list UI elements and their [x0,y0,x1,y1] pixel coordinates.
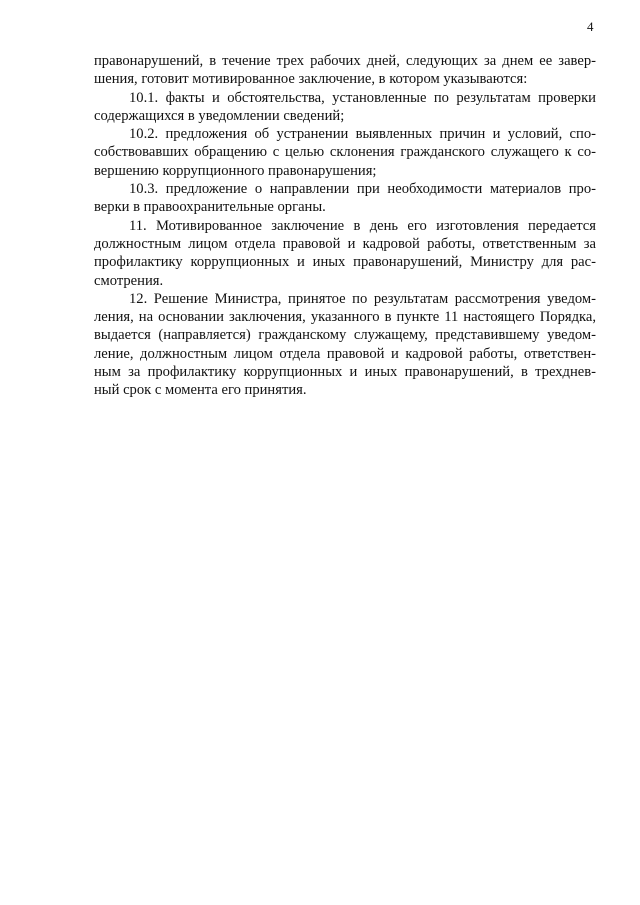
text-line: правонарушений, в течение трех рабочих дней, следующих за днем ее завер- [94,53,596,69]
text-line: содержащихся в уведомлении сведений; [94,107,345,124]
text-line: ления, на основании заключения, указанного в пункте 11 настоящего Порядка, [94,309,596,326]
text-line: должностным лицом отдела правовой и кадровой работы, ответственным за [94,235,596,252]
paragraph-10-3 [94,180,596,217]
document-body [94,52,596,400]
text-line: ление, должностным лицом отдела правовой и кадровой работы, ответствен- [94,345,596,362]
paragraph-10-2 [94,125,596,180]
text-line: 11. Мотивированное заключение в день его изготовления передается [129,217,596,234]
text-line: верки в правоохранительные органы. [94,199,326,216]
page-number: 4 [587,19,594,34]
text-line: вершению коррупционного правонарушения; [94,162,377,179]
text-line: шения, готовит мотивированное заключение, в котором указываются: [94,71,528,88]
text-line: выдается (направляется) гражданскому служащему, представившему уведом- [94,327,596,344]
paragraph-intro [94,52,596,89]
text-line: профилактику коррупционных и иных правонарушений, Министру для рас- [94,254,596,271]
text-line: смотрения. [94,272,164,289]
paragraph-10-1 [94,89,596,126]
text-line: ным за профилактику коррупционных и иных правонарушений, в трехднев- [94,364,596,381]
text-line: 10.3. предложение о направлении при необходимости материалов про- [129,181,596,198]
text-line: собствовавших обращению с целью склонения гражданского служащего к со- [94,144,596,161]
text-line: 10.2. предложения об устранении выявленных причин и условий, спо- [129,126,596,143]
text-line: 12. Решение Министра, принятое по результатам рассмотрения уведом- [129,290,596,307]
text-line: ный срок с момента его принятия. [94,382,307,399]
text-line: 10.1. факты и обстоятельства, установленные по результатам проверки [129,89,596,106]
paragraph-11 [94,217,596,290]
paragraph-12 [94,290,596,400]
